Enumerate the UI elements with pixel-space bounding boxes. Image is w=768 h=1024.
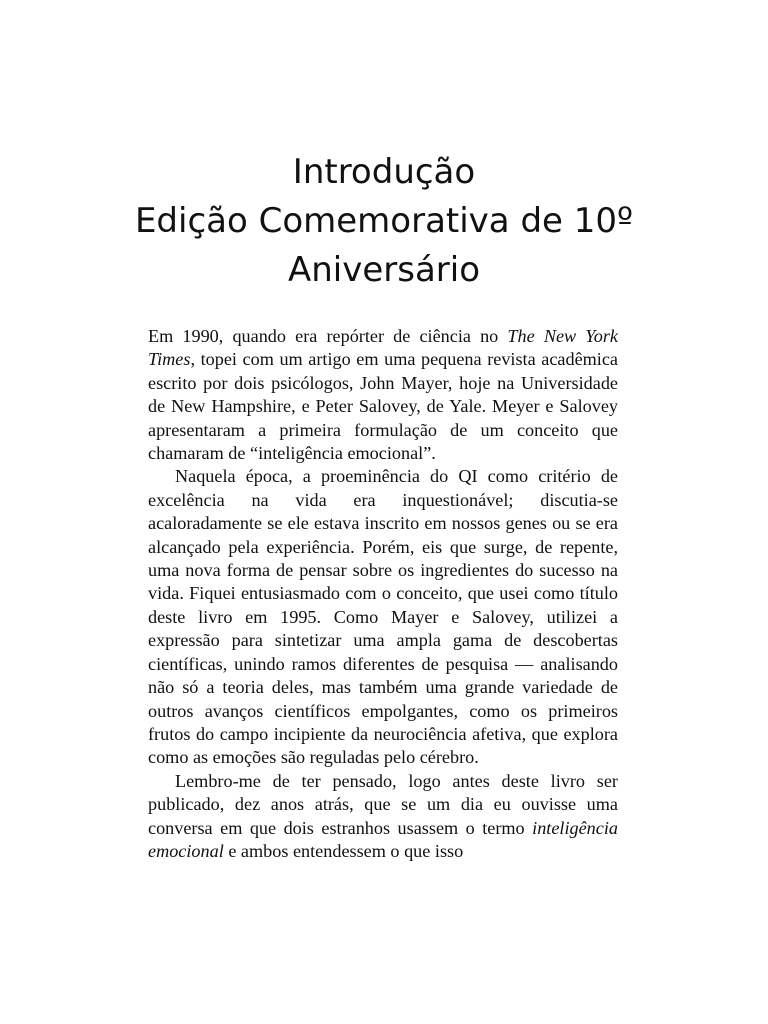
paragraph-3 <box>148 770 618 864</box>
chapter-title <box>0 148 768 295</box>
paragraph-3-text-a: Lembro-me de ter pensado, logo antes deste livro ser publicado, dez anos atrás, que se um dia eu ouvisse uma conversa em que dois estranhos usassem o termo <box>148 770 618 838</box>
paragraph-1 <box>148 325 618 465</box>
emphasized-term: inteligência emocional <box>148 817 618 861</box>
title-line-1: Introdução <box>292 152 476 192</box>
paragraph-1-text-a: Em 1990, quando era repórter de ciência no <box>148 326 508 346</box>
newspaper-title: The New York Times <box>148 326 618 370</box>
paragraph-1-text-b: , topei com um artigo em uma pequena revista acadêmica escrito por dois psicólogos, John Mayer, hoje na Universidade de New Hampshire, e Peter Salovey, de Yale. Meyer e Salovey apresentaram a primeira formulação de um conceito que chamaram de “inteligência emocional”. <box>148 349 618 464</box>
body-text <box>148 325 618 863</box>
title-line-3: Aniversário <box>287 250 481 290</box>
title-line-2: Edição Comemorativa de 10º <box>134 201 634 241</box>
paragraph-2: Naquela época, a proeminência do QI como critério de excelência na vida era inquestionável; discutia-se acaloradamente se ele estava inscrito em nossos genes ou se era alcançado pela experiência. Porém, eis que surge, de repente, uma nova forma de pensar sobre os ingredientes do sucesso na vida. Fiquei entusiasmado com o conceito, que usei como título deste livro em 1995. Como Mayer e Salovey, utilizei a expressão para sintetizar uma ampla gama de descobertas científicas, unindo ramos diferentes de pesquisa — analisando não só a teoria deles, mas também uma grande variedade de outros avanços científicos empolgantes, como os primeiros frutos do campo incipiente da neurociência afetiva, que explora como as emoções são reguladas pelo cérebro. <box>148 466 618 768</box>
paragraph-3-text-b: e ambos entendessem o que isso <box>223 840 464 861</box>
